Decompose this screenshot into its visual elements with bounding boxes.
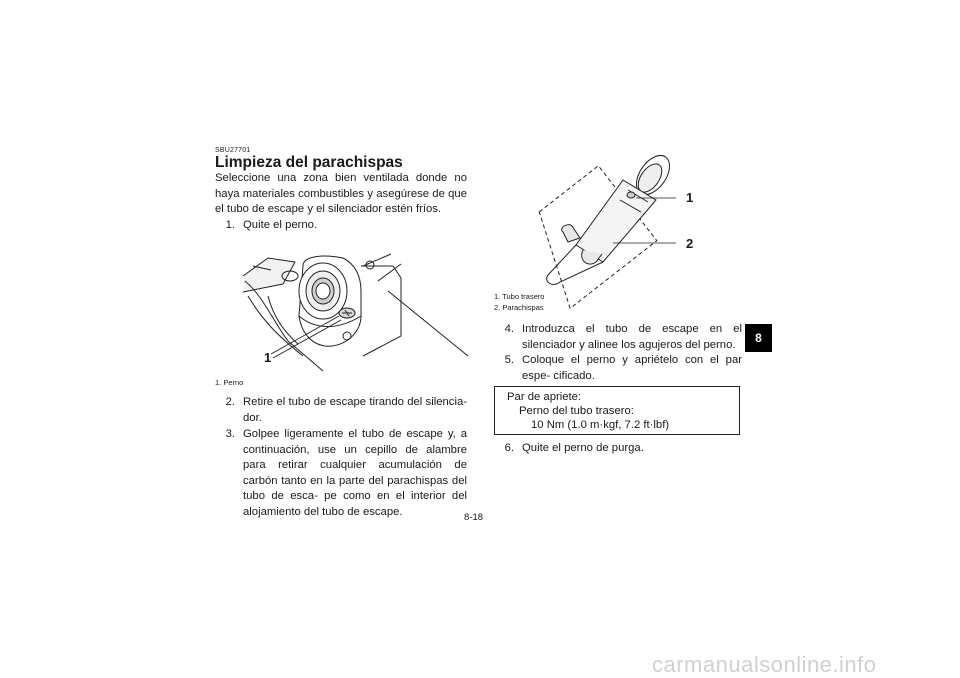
figure2-callout-1: 1 [686,190,694,205]
torque-spec-box [494,386,740,435]
step-text: Quite el perno de purga. [522,442,644,454]
section-code: SBU27701 [215,147,251,154]
figure1-caption: 1. Perno [215,378,244,387]
step-text: Quite el perno. [243,219,318,231]
watermark: carmanualsonline.info [652,652,877,677]
figure1-callout: 1 [264,350,272,365]
page-number: 8-18 [464,512,484,523]
step-text: Coloque el perno y apriételo con el par espe- cificado. [522,354,742,382]
step-text: Retire el tubo de escape tirando del silencia- dor. [243,396,467,424]
step-number: 5. [504,354,514,366]
figure2-caption-1: 1. Tubo trasero [494,292,545,301]
torque-value: 10 Nm (1.0 m·kgf, 7.2 ft·lbf) [531,419,670,431]
step-text: Golpee ligeramente el tubo de escape y, a continuación, use un cepillo de alambre para retirar cualquier acumulación de carbón tanto en la parte del parachispas del tubo de esca- pe como en el interior del alojamiento del tubo de escape. [243,428,467,518]
step-number: 6. [504,442,514,454]
intro-paragraph: Seleccione una zona bien ventilada donde no haya materiales combustibles y asegúrese de que el tubo de escape y el silenciador estén fríos. [215,172,467,216]
step-text: Introduzca el tubo de escape en el silenciador y alinee los agujeros del perno. [522,323,742,351]
step-number: 4. [504,323,514,335]
figure2-callout-2: 2 [686,236,694,251]
chapter-tab: 8 [745,324,772,352]
step-number: 3. [225,428,235,440]
torque-heading: Par de apriete: [507,391,582,403]
step-number: 2. [225,396,235,408]
muffler-bolt-illustration [243,236,468,371]
tailpipe-spark-arrester-illustration [528,150,708,290]
step-3 [215,427,467,518]
step-1 [215,218,467,234]
torque-item: Perno del tubo trasero: [519,405,634,417]
step-5 [494,353,742,385]
step-2 [215,395,467,427]
step-4 [494,322,742,354]
figure2-caption-2: 2. Parachispas [494,303,544,312]
step-6 [494,441,742,457]
step-number: 1. [225,219,235,231]
section-title: Limpieza del parachispas [215,154,403,171]
